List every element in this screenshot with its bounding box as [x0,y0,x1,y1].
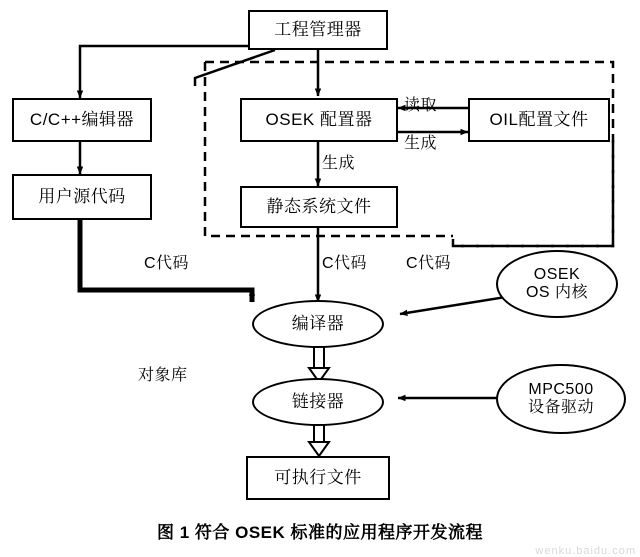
edge-label-c-code-left: C代码 [144,255,190,272]
node-osek-os-kernel-label-line2: OS 内核 [525,284,589,301]
node-project-manager-label: 工程管理器 [274,20,362,40]
node-osek-os-kernel-label-line1: OSEK [533,265,581,283]
node-osek-os-kernel[interactable] [496,250,618,318]
edge-label-read: 读取 [404,97,438,114]
node-static-system-file[interactable] [240,186,398,228]
node-cpp-editor-label: C/C++编辑器 [29,110,135,130]
node-static-system-file-label: 静态系统文件 [266,197,372,217]
node-mpc500-device-driver-label-line1: MPC500 [528,380,594,398]
edge-label-generate-right: 生成 [404,135,438,152]
figure-caption: 图 1 符合 OSEK 标准的应用程序开发流程 [156,523,484,542]
edge-label-object-library: 对象库 [138,367,188,384]
node-mpc500-device-driver-label-line2: 设备驱动 [527,399,594,416]
node-oil-config-file-label: OIL配置文件 [489,110,589,130]
node-user-source-code-label: 用户源代码 [38,187,126,207]
node-compiler-label: 编译器 [291,314,345,334]
edge-label-c-code-right: C代码 [406,255,452,272]
node-linker-label: 链接器 [291,392,345,412]
edge-label-c-code-mid: C代码 [322,255,368,272]
node-executable-file[interactable] [246,456,390,500]
node-osek-configurator-label: OSEK 配置器 [265,110,373,130]
node-osek-configurator[interactable] [240,98,398,142]
node-project-manager[interactable] [248,10,388,50]
edge-label-generate-down: 生成 [322,155,356,172]
node-oil-config-file[interactable] [468,98,610,142]
node-executable-file-label: 可执行文件 [274,468,362,488]
node-cpp-editor[interactable] [12,98,152,142]
watermark-text: wenku.baidu.com [535,545,636,557]
node-compiler[interactable] [252,300,384,348]
node-user-source-code[interactable] [12,174,152,220]
node-linker[interactable] [252,378,384,426]
node-mpc500-device-driver[interactable] [496,364,626,434]
